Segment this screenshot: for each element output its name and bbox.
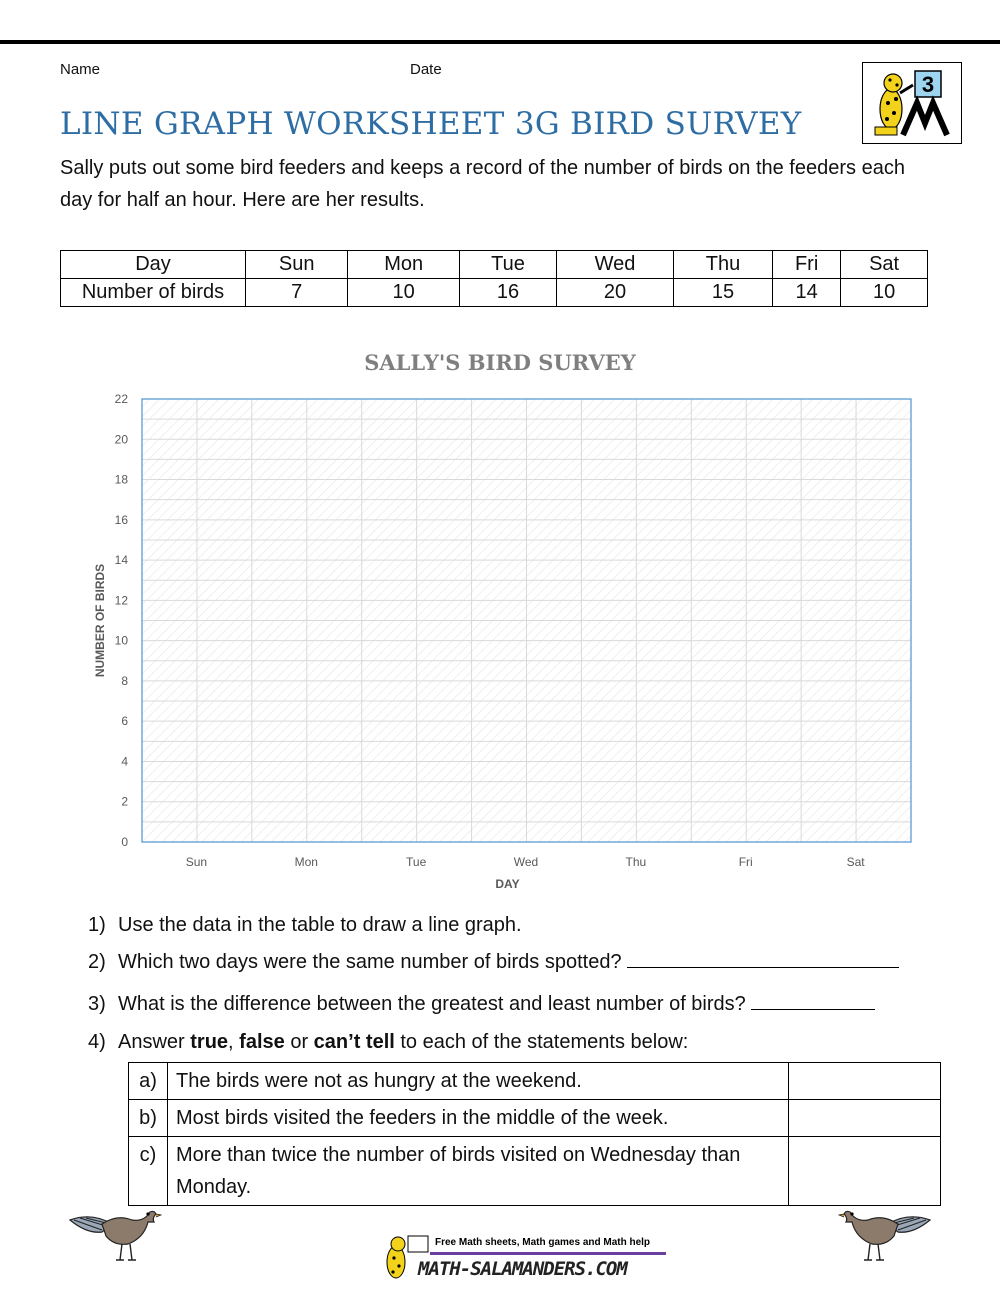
table-cell-count: 20 <box>557 279 674 307</box>
table-cell-count: 16 <box>459 279 556 307</box>
statement-letter: b) <box>129 1100 168 1137</box>
statement-answer-cell[interactable] <box>789 1100 941 1137</box>
date-label: Date <box>410 61 442 78</box>
statements-table <box>128 1062 941 1206</box>
table-cell-day: Mon <box>348 251 460 279</box>
x-tick-label: Mon <box>294 855 318 869</box>
statement-row <box>129 1063 941 1100</box>
bird-data-table <box>60 250 928 307</box>
statement-text: Most birds visited the feeders in the middle of the week. <box>168 1100 789 1137</box>
top-rule <box>0 40 1000 44</box>
table-row-days <box>61 251 928 279</box>
x-tick-label: Thu <box>625 855 647 869</box>
question-text: Which two days were the same number of birds spotted? <box>118 951 628 973</box>
table-cell-count: 10 <box>348 279 460 307</box>
chart-title: SALLY'S BIRD SURVEY <box>364 350 636 375</box>
keyword-cant-tell: can’t tell <box>313 1031 395 1053</box>
x-tick-label: Tue <box>406 855 427 869</box>
table-cell-count: 10 <box>841 279 928 307</box>
name-label: Name <box>60 61 101 78</box>
footer-site-link[interactable]: MATH-SALAMANDERS.COM <box>418 1258 627 1280</box>
table-header-birds: Number of birds <box>61 279 246 307</box>
table-cell-day: Sun <box>246 251 348 279</box>
bird-left-illustration <box>62 1190 162 1270</box>
x-axis-title: DAY <box>495 877 520 891</box>
table-cell-day: Wed <box>557 251 674 279</box>
statement-letter: c) <box>129 1137 168 1206</box>
footer-rule <box>430 1252 666 1255</box>
table-cell-count: 14 <box>773 279 841 307</box>
question-text: Answer <box>118 1031 191 1053</box>
x-tick-label: Wed <box>513 855 539 869</box>
question-text: , <box>228 1031 240 1053</box>
question-number: 1) <box>88 914 106 936</box>
question-text: What is the difference between the greatest and least number of birds? <box>118 993 752 1015</box>
question-4 <box>88 1031 688 1054</box>
statement-answer-cell[interactable] <box>789 1063 941 1100</box>
footer-tagline: Free Math sheets, Math games and Math help <box>435 1237 651 1248</box>
table-cell-count: 15 <box>673 279 772 307</box>
question-2 <box>88 947 899 974</box>
table-row-counts <box>61 279 928 307</box>
y-tick-label: 12 <box>114 593 128 608</box>
table-cell-day: Thu <box>673 251 772 279</box>
keyword-false: false <box>239 1031 285 1053</box>
y-tick-label: 18 <box>114 472 128 487</box>
salamander-logo <box>862 62 962 144</box>
question-number: 2) <box>88 951 106 973</box>
x-tick-label: Sat <box>846 855 865 869</box>
blank-line-graph[interactable] <box>0 380 1000 900</box>
question-number: 4) <box>88 1031 106 1053</box>
y-tick-label: 8 <box>121 673 128 688</box>
table-cell-day: Sat <box>841 251 928 279</box>
y-tick-label: 14 <box>114 553 128 568</box>
y-tick-label: 4 <box>121 754 128 769</box>
y-tick-label: 2 <box>121 794 128 809</box>
statement-row <box>129 1100 941 1137</box>
question-number: 3) <box>88 993 106 1015</box>
intro-text: Sally puts out some bird feeders and keeps a record of the number of birds on the feeders each day for half an hour. Here are her results. <box>60 157 905 211</box>
statement-text: More than twice the number of birds visited on Wednesday than Monday. <box>168 1137 789 1206</box>
y-tick-label: 22 <box>114 392 128 406</box>
y-axis-title: NUMBER OF BIRDS <box>93 563 107 678</box>
question-text: or <box>284 1031 314 1053</box>
y-tick-label: 6 <box>121 714 128 729</box>
answer-blank[interactable] <box>627 947 899 968</box>
x-tick-label: Sun <box>185 855 208 869</box>
question-text: Use the data in the table to draw a line graph. <box>118 914 522 936</box>
statement-row <box>129 1137 941 1206</box>
answer-blank[interactable] <box>751 989 875 1010</box>
y-tick-label: 10 <box>114 633 128 648</box>
table-cell-day: Tue <box>459 251 556 279</box>
table-header-day: Day <box>61 251 246 279</box>
question-text: to each of the statements below: <box>394 1031 689 1053</box>
question-3 <box>88 989 875 1016</box>
y-tick-label: 20 <box>114 432 128 447</box>
y-tick-label: 0 <box>121 835 128 849</box>
statement-text: The birds were not as hungry at the weekend. <box>168 1063 789 1100</box>
x-tick-label: Fri <box>738 855 753 869</box>
statement-letter: a) <box>129 1063 168 1100</box>
worksheet-title: LINE GRAPH WORKSHEET 3G BIRD SURVEY <box>60 106 802 142</box>
question-1 <box>88 914 522 937</box>
bird-right-illustration <box>838 1190 938 1270</box>
logo-grade: 3 <box>921 72 935 97</box>
keyword-true: true <box>190 1031 229 1053</box>
y-tick-label: 16 <box>114 512 128 527</box>
table-cell-count: 7 <box>246 279 348 307</box>
table-cell-day: Fri <box>773 251 841 279</box>
